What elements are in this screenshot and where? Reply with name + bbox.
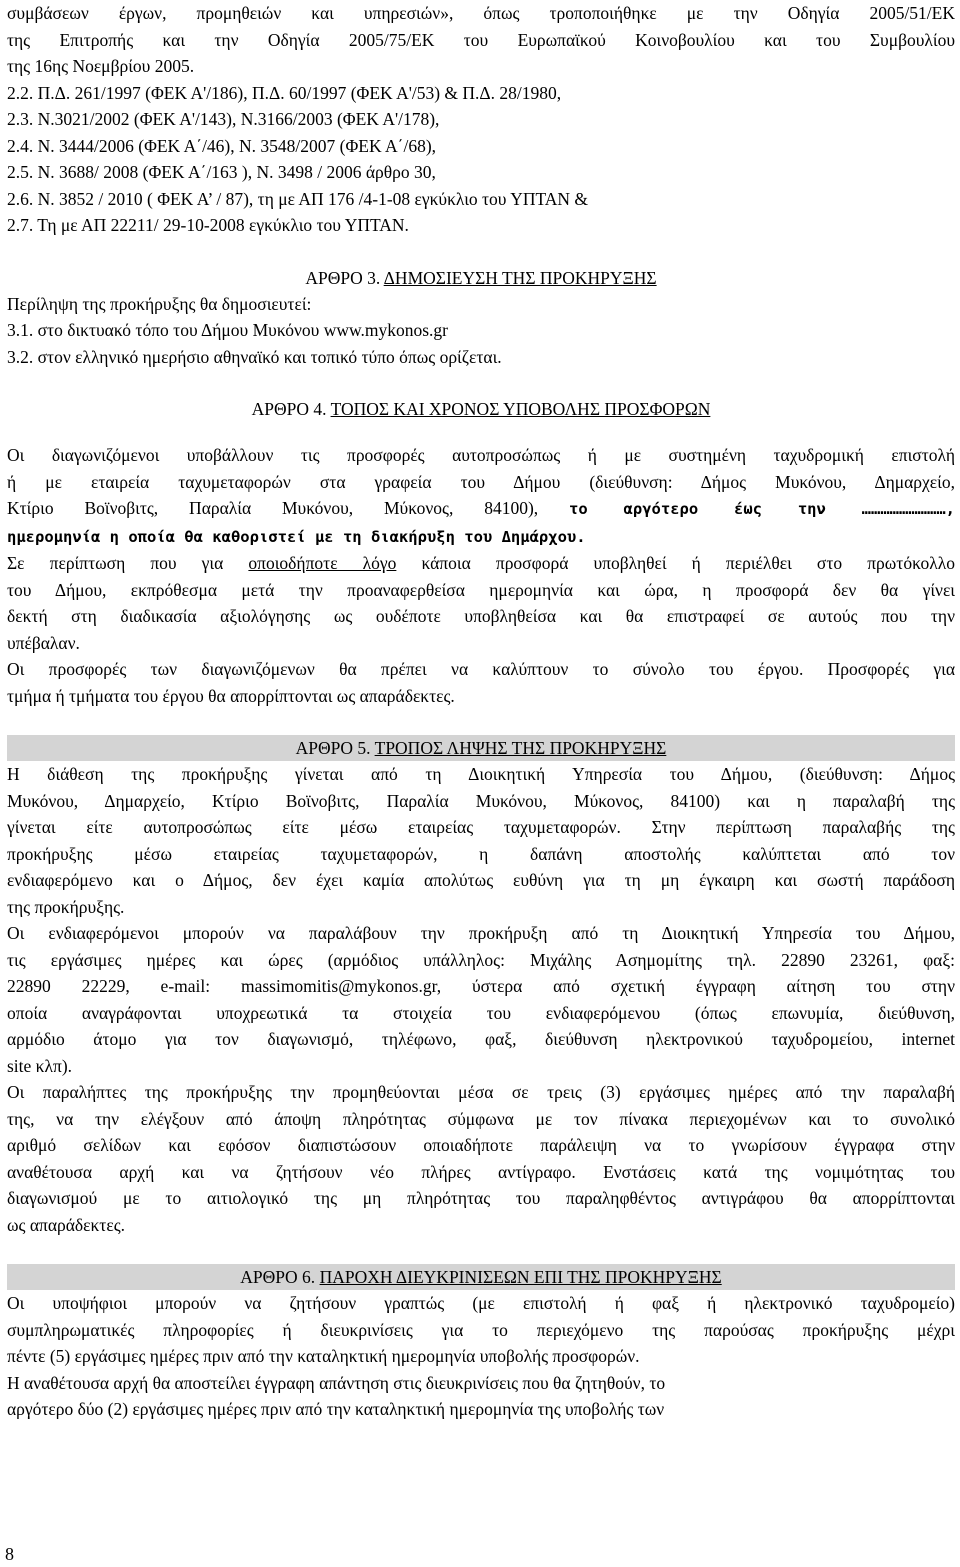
text-line: αναθέτουσα αρχή και να ζητήσουν νέο πλήρες αντίγραφο. Ενστάσεις κατά της νομιμότητας του [7,1161,955,1182]
underlined-text: οποιοδήποτε λόγο [248,553,397,573]
text-line: Η αναθέτουσα αρχή θα αποστείλει έγγραφη απάντηση στις διευκρινίσεις που θα ζητηθούν, το [7,1372,666,1393]
text-line [7,550,955,577]
deadline-text: το αργότερο έως την ………………………, [569,500,955,518]
law-list [7,80,955,239]
text-line [7,495,955,523]
page-number: 8 [5,1544,14,1564]
article-3-body [7,291,955,371]
text-line: Οι υποψήφιοι μπορούν να ζητήσουν γραπτώς (με επιστολή ή φαξ ή ηλεκτρονικό ταχυδρομείο) [7,1293,955,1313]
article-6-heading [7,1264,955,1290]
text-line: τμήμα ή τμήματα του έργου θα απορρίπτονται ως απαράδεκτες. [7,685,455,706]
article-6-prefix: ΑΡΘΡΟ 6. [240,1267,320,1287]
article-5-heading [7,735,955,761]
article-5-title: ΤΡΟΠΟΣ ΛΗΨΗΣ ΤΗΣ ΠΡΟΚΗΡΥΞΗΣ [374,738,667,758]
text-line: Οι ενδιαφερόμενοι μπορούν να παραλάβουν την προκήρυξη από τη Διοικητική Υπηρεσία του Δήμου, [7,923,955,943]
text-line: συμβάσεων έργων, προμηθειών και υπηρεσιών», όπως τροποποιήθηκε με την Οδηγία 2005/51/ΕΚ [7,3,955,23]
text-line: δεκτή στη διαδικασία αξιολόγησης ως ουδέποτε υποβληθείσα και θα επιστραφεί σε αυτούς που την [7,606,955,626]
article-4-prefix: ΑΡΘΡΟ 4. [251,399,331,419]
text-line: 22890 22229, e-mail: massimomitis@mykonos.gr, ύστερα από σχετική έγγραφη αίτηση του στην [7,976,955,996]
text-line: του Δήμου, εκπρόθεσμα μετά την προαναφερθείσα ημερομηνία και ώρα, η προσφορά δεν θα γίνει [7,579,955,600]
article-6-title: ΠΑΡΟΧΗ ΔΙΕΥΚΡΙΝΙΣΕΩΝ ΕΠΙ ΤΗΣ ΠΡΟΚΗΡΥΞΗΣ [319,1267,722,1287]
article-6-body [7,1290,955,1423]
intro-text [7,0,955,80]
text-line: της Επιτροπής και την Οδηγία 2005/75/ΕΚ του Ευρωπαϊκού Κοινοβουλίου και του Συμβουλίου [7,29,955,50]
article-4-body [7,442,955,709]
list-item: 2.3. Ν.3021/2002 (ΦΕΚ Α'/143), Ν.3166/2003 (ΦΕΚ Α'/178), [7,109,440,129]
text-line: αρμόδιο άτομο για τον διαγωνισμό, τηλέφωνο, φαξ, διεύθυνση ηλεκτρονικού ταχυδρομείου, internet [7,1029,955,1049]
article-4-title: ΤΟΠΟΣ ΚΑΙ ΧΡΟΝΟΣ ΥΠΟΒΟΛΗΣ ΠΡΟΣΦΟΡΩΝ [330,399,711,419]
document-page [7,0,955,1423]
list-item: 3.2. στον ελληνικό ημερήσιο αθηναϊκό και τοπικό τύπο όπως ορίζεται. [7,346,502,367]
text-line: Οι διαγωνιζόμενοι υποβάλλουν τις προσφορές αυτοπροσώπως ή με συστημένη ταχυδρομική επιστολή [7,445,955,465]
text-line: της, να την ελέγξουν από άποψη πληρότητας σύμφωνα με τον πίνακα περιεχομένων και το συνολικό [7,1108,955,1129]
text-line: πέντε (5) εργάσιμες ημέρες πριν από την καταληκτική ημερομηνία υποβολής προσφορών. [7,1346,640,1366]
text-line: προκήρυξης μέσω εταιρείας ταχυμεταφορών, η δαπάνη αποστολής καλύπτεται από τον [7,843,955,864]
text-line: Η διάθεση της προκήρυξης γίνεται από τη Διοικητική Υπηρεσία του Δήμου, (διεύθυνση: Δήμος [7,764,955,784]
text-line: ενδιαφερόμενο και ο Δήμος, δεν έχει καμία απολύτως ευθύνη για τη μη έγκαιρη και σωστή παράδοση [7,870,955,890]
text-line: υπέβαλαν. [7,632,80,653]
deadline-note: ημερομηνία η οποία θα καθοριστεί με τη διακήρυξη του Δημάρχου. [7,527,586,546]
text-line: αριθμό σελίδων και εφόσον διαπιστώσουν οποιαδήποτε παράλειψη να το γνωρίσουν έγγραφα στην [7,1135,955,1155]
text-line: Οι προσφορές των διαγωνιζόμενων θα πρέπει να καλύπτουν το σύνολο του έργου. Προσφορές για [7,659,955,679]
text-line: της 16ης Νοεμβρίου 2005. [7,56,195,76]
article-3-prefix: ΑΡΘΡΟ 3. [305,267,384,288]
text-line: τις εργάσιμες ημέρες και ώρες (αρμόδιος υπάλληλος: Μιχάλης Ασημομίτης τηλ. 22890 23261, φαξ: [7,949,955,970]
text-line: ως απαράδεκτες. [7,1214,125,1235]
list-item: 2.6. Ν. 3852 / 2010 ( ΦΕΚ Α’ / 87), τη με ΑΠ 176 /4-1-08 εγκύκλιο του ΥΠΤΑΝ & [7,188,589,209]
article-5-body [7,761,955,1238]
text-line: της προκήρυξης. [7,896,125,917]
text-line: συμπληρωματικές πληροφορίες ή διευκρινίσεις για το περιεχόμενο της παρούσας προκήρυξης μέχρι [7,1319,955,1340]
list-item: 2.4. Ν. 3444/2006 (ΦΕΚ Α΄/46), Ν. 3548/2007 (ΦΕΚ Α΄/68), [7,135,437,156]
text-span: κάποια προσφορά υποβληθεί ή περιέλθει στο πρωτόκολλο [396,553,955,573]
article-3-title: ΔΗΜΟΣΙΕΥΣΗ ΤΗΣ ΠΡΟΚΗΡΥΞΗΣ [383,267,657,288]
article-3-heading [7,265,955,291]
text-line: Μυκόνου, Δημαρχείο, Κτίριο Βοϊνοβιτς, Παραλία Μυκόνου, Μύκονος, 84100) και η παραλαβή της [7,790,955,811]
text-line: διαγωνισμού με το αιτιολογικό της μη πληρότητας του παραληφθέντος αντιγράφου θα απορρίπτονται [7,1188,955,1208]
list-item: 3.1. στο δικτυακό τόπο του Δήμου Μυκόνου www.mykonos.gr [7,320,448,340]
text-line [7,523,955,551]
list-item: 2.2. Π.Δ. 261/1997 (ΦΕΚ Α'/186), Π.Δ. 60/1997 (ΦΕΚ Α'/53) & Π.Δ. 28/1980, [7,82,562,103]
text-line: ή με εταιρεία ταχυμεταφορών στα γραφεία του Δήμου (διεύθυνση: Δήμος Μυκόνου, Δημαρχείο, [7,471,955,492]
article-4-heading [7,396,955,422]
list-item: 2.7. Τη με ΑΠ 22211/ 29-10-2008 εγκύκλιο του ΥΠΤΑΝ. [7,215,409,235]
text-span: Σε περίπτωση που για [7,553,249,573]
text-line: Οι παραλήπτες της προκήρυξης την προμηθεύονται μέσα σε τρεις (3) εργάσιμες ημέρες από την παραλαβή [7,1082,955,1102]
article-5-prefix: ΑΡΘΡΟ 5. [295,738,375,758]
text-line: Περίληψη της προκήρυξης θα δημοσιευτεί: [7,293,312,314]
address-text: Κτίριο Βοϊνοβιτς, Παραλία Μυκόνου, Μύκονος, 84100), [7,498,570,518]
text-line: γίνεται είτε αυτοπροσώπως είτε μέσω εταιρείας ταχυμεταφορών. Στην περίπτωση παραλαβής της [7,817,955,837]
text-line: οποία αναγράφονται υποχρεωτικά τα στοιχεία του ενδιαφερόμενου (όπως επωνυμία, διεύθυνση, [7,1002,955,1023]
list-item: 2.5. Ν. 3688/ 2008 (ΦΕΚ Α΄/163 ), Ν. 3498 / 2006 άρθρο 30, [7,162,436,182]
text-line: site κλπ). [7,1055,73,1076]
text-line: αργότερο δύο (2) εργάσιμες ημέρες πριν από την καταληκτική ημερομηνία της υποβολής των [7,1399,665,1419]
